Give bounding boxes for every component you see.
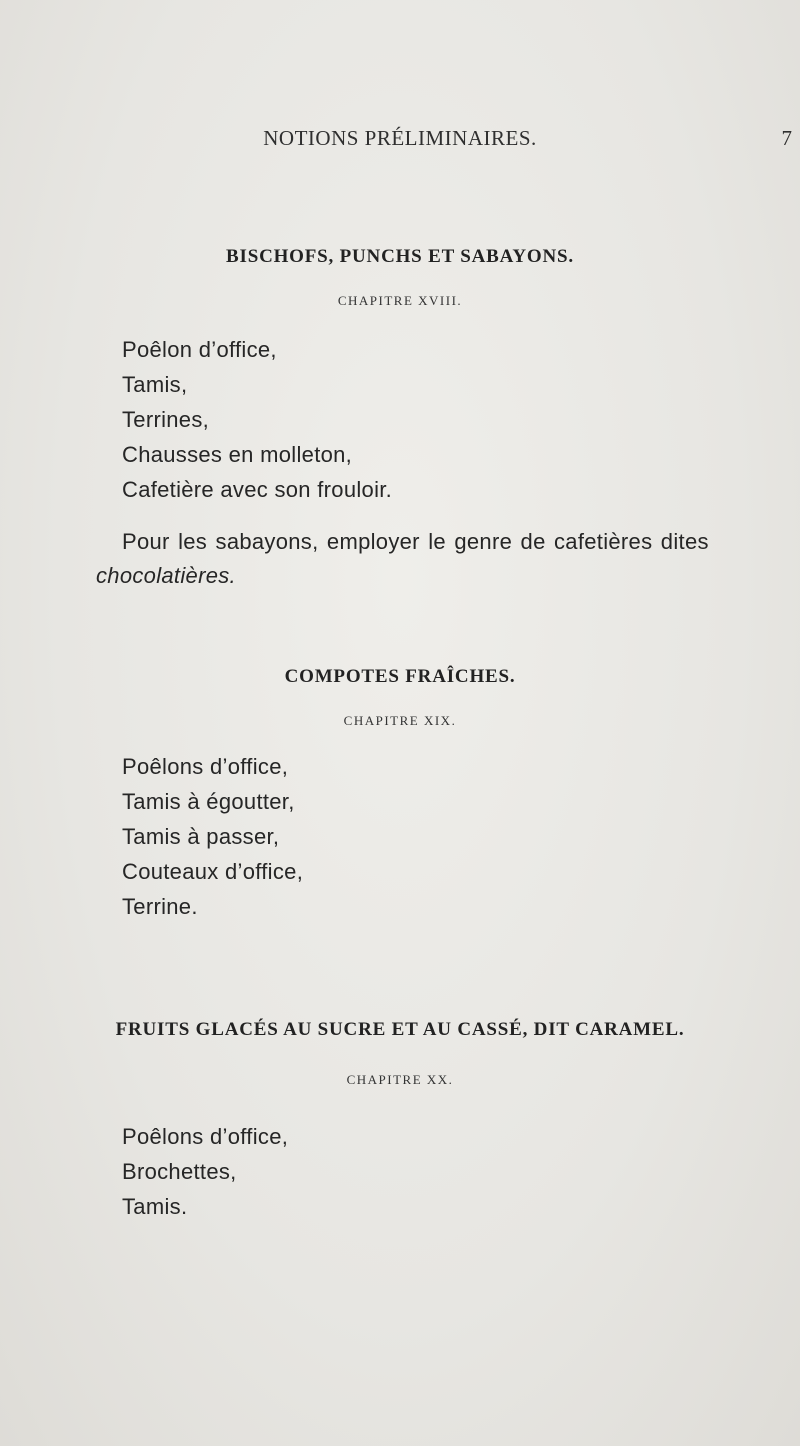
list-item: Poêlons d’office, — [122, 754, 289, 779]
running-head: NOTIONS PRÉLIMINAIRES. — [263, 126, 537, 150]
item-list-compotes — [122, 749, 303, 924]
note-sabayons: Pour les sabayons, employer le genre de cafetières dites — [122, 529, 709, 554]
item-list-fruits-glaces — [122, 1119, 288, 1224]
list-item: Terrines, — [122, 407, 210, 432]
section-title-compotes: COMPOTES FRAÎCHES. — [284, 666, 516, 687]
page-number: 7 — [781, 126, 792, 150]
list-item: Couteaux d’office, — [122, 859, 304, 884]
chapter-label-xix: CHAPITRE XIX. — [343, 713, 457, 728]
item-list-bischofs — [122, 332, 392, 507]
list-item: Tamis. — [122, 1194, 188, 1219]
note-sabayons-italic: chocolatières. — [96, 563, 236, 588]
list-item: Chausses en molleton, — [122, 442, 353, 467]
chapter-label-xx: CHAPITRE XX. — [346, 1072, 454, 1087]
list-item: Poêlons d’office, — [122, 1124, 289, 1149]
chapter-label-xviii: CHAPITRE XVIII. — [337, 293, 463, 308]
section-title-fruits-glaces: FRUITS GLACÉS AU SUCRE ET AU CASSÉ, DIT CARAMEL. — [115, 1019, 685, 1040]
section-title-bischofs: BISCHOFS, PUNCHS ET SABAYONS. — [226, 246, 574, 267]
list-item: Tamis à passer, — [122, 824, 280, 849]
list-item: Poêlon d’office, — [122, 337, 277, 362]
list-item: Brochettes, — [122, 1159, 237, 1184]
list-item: Tamis à égoutter, — [122, 789, 295, 814]
list-item: Terrine. — [122, 894, 198, 919]
list-item: Cafetière avec son frouloir. — [122, 477, 393, 502]
list-item: Tamis, — [122, 372, 188, 397]
